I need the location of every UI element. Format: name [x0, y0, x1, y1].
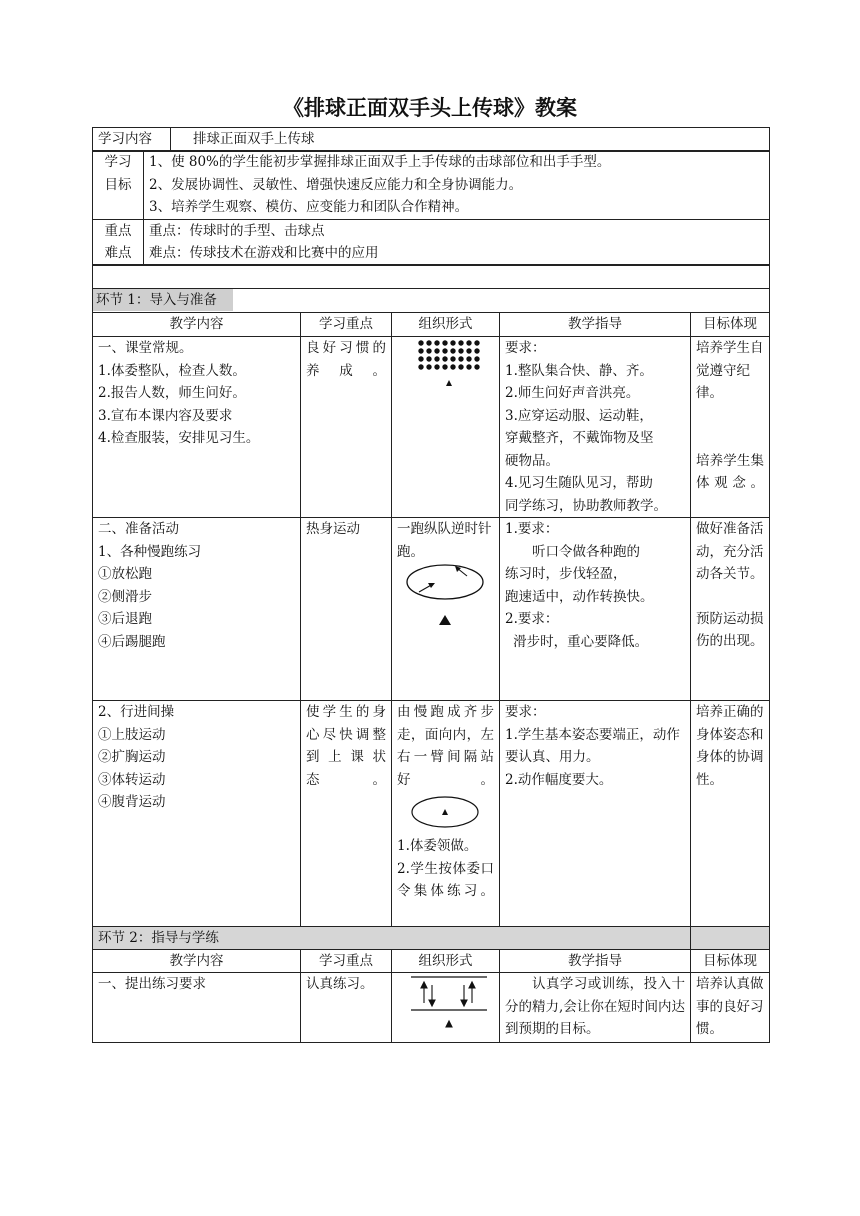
col-header: 教学内容 — [93, 313, 301, 337]
goal-item: 3、培养学生观察、模仿、应变能力和团队合作精神。 — [149, 199, 469, 215]
lesson-header-table — [92, 127, 770, 152]
circle-formation-diagram — [397, 791, 493, 835]
content-value: 排球正面双手上传球 — [171, 128, 770, 152]
col-header: 教学指导 — [500, 313, 691, 337]
row1-formation — [392, 337, 500, 518]
row2-guidance: 1.要求： 听口令做各种跑的 练习时，步伐轻盈， 跑速适中，动作转换快。 2.要求： 滑步时，重心要降低。 — [500, 518, 691, 701]
row3-formation: 由慢跑成齐步走，面向内，左右一臂间隔站好。 1.体委领做。 2.学生按体委口令集体练习。 — [392, 701, 500, 927]
col-header: 学习重点 — [301, 313, 392, 337]
section1-title: 环节 1：导入与准备 — [93, 289, 770, 313]
page-title: 《排球正面双手头上传球》教案 — [283, 96, 577, 120]
row2-content: 二、准备活动 1、各种慢跑练习 ①放松跑 ②侧滑步 ③后退跑 ④后踢腿跑 — [93, 518, 301, 701]
key-points — [144, 219, 770, 265]
col-header: 组织形式 — [392, 950, 500, 973]
s2-row1-content: 一、提出练习要求 — [93, 973, 301, 1043]
s2-row1-guidance: 认真学习或训练，投入十分的精力,会让你在短时间内达到预期的目标。 — [500, 973, 691, 1043]
col-header: 组织形式 — [392, 313, 500, 337]
row1-content: 一、课堂常规。 1.体委整队，检查人数。 2.报告人数，师生问好。 3.宣布本课内容及要求 4.检查服装，安排见习生。 — [93, 337, 301, 518]
oval-running-track-diagram — [397, 563, 493, 643]
goals-list — [144, 151, 770, 220]
s2-row1-goal: 培养认真做事的良好习惯。 — [691, 973, 770, 1043]
goals-label: 学习 目标 — [93, 151, 144, 220]
row3-content: 2、行进间操 ①上肢运动 ②扩胸运动 ③体转运动 ④腹背运动 — [93, 701, 301, 927]
goal-item: 2、发展协调性、灵敏性、增强快速反应能力和全身协调能力。 — [149, 176, 523, 193]
difficulty-point: 难点：传球技术在游戏和比赛中的应用 — [149, 244, 379, 261]
row2-goal: 做好准备活动，充分活动各关节。 预防运动损伤的出现。 — [691, 518, 770, 701]
dot-grid-formation-diagram — [397, 337, 493, 399]
col-header: 目标体现 — [691, 950, 770, 973]
row1-focus: 良好习惯的养成。 — [301, 337, 392, 518]
col-header: 目标体现 — [691, 313, 770, 337]
content-label: 学习内容 — [93, 128, 171, 152]
row3-focus: 使学生的身心尽快调整到上课状态。 — [301, 701, 392, 927]
lesson-main-table — [92, 264, 770, 1043]
row1-guidance: 要求： 1.整队集合快、静、齐。 2.师生问好声音洪亮。 3.应穿运动服、运动鞋， 穿戴整齐，不戴饰物及坚 硬物品。 4.见习生随队见习，帮助 同学练习，协助教师教学。 — [500, 337, 691, 518]
section2-title: 环节 2：指导与学练 — [93, 927, 691, 950]
row2-formation: 一跑纵队逆时针跑。 — [392, 518, 500, 701]
col-header: 教学指导 — [500, 950, 691, 973]
col-header: 学习重点 — [301, 950, 392, 973]
col-header: 教学内容 — [93, 950, 301, 973]
row2-focus: 热身运动 — [301, 518, 392, 701]
key-point: 重点：传球时的手型、击球点 — [149, 222, 325, 239]
s2-row1-focus: 认真练习。 — [301, 973, 392, 1043]
goal-item: 1、使 80%的学生能初步掌握排球正面双手上手传球的击球部位和出手手型。 — [149, 154, 611, 170]
s2-row1-formation — [392, 973, 500, 1043]
row3-guidance: 要求： 1.学生基本姿态要端正，动作要认真、用力。 2.动作幅度要大。 — [500, 701, 691, 927]
goals-table — [92, 150, 770, 266]
key-label: 重点 难点 — [93, 219, 144, 265]
facing-lines-formation-diagram — [397, 973, 493, 1035]
row3-goal: 培养正确的身体姿态和身体的协调性。 — [691, 701, 770, 927]
row1-goal: 培养学生自觉遵守纪律。 培养学生集体观念。 — [691, 337, 770, 518]
